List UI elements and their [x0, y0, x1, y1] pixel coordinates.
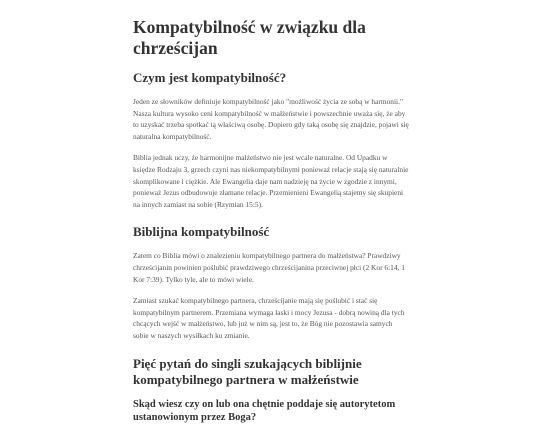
- section-what-is-compatibility: [133, 70, 409, 210]
- section-heading: Pięć pytań do singli szukających biblijnie kompatybilnego partnera w małżeństwie: [133, 355, 362, 387]
- subsection-heading: Skąd wiesz czy on lub ona chętnie poddaje się autorytetom ustanowionym przez Boga?: [133, 398, 396, 423]
- paragraph: Zatem co Biblia mówi o znalezieniu kompatybilnego partnera do małżeństwa? Prawdziwy chrześcijanin powinien poślubić prawdziwego chrześcijanina przeciwnej płci (2 Kor 6:14, 1 Kor 7:39). Tylko tyle, ale to mówi wiele.: [133, 251, 405, 284]
- section-heading: Biblijna kompatybilność: [133, 224, 270, 240]
- article: [133, 17, 409, 424]
- paragraph: Biblia jednak uczy, że harmonijne małżeństwo nie jest wcale naturalne. Od Upadku w księdze Rodzaju 3, grzech czyni nas niekompatybilnymi ponieważ relacje stają się naturalnie skomplikowane i ciężkie. Ale Ewangelia daje nam nadzieję na życie w zgodzie z innymi, ponieważ Jezus odbudowuje złamane relacje. Przemienieni Ewangelią stajemy się skupieni na innych zamiast na sobie (Rzymian 15:5).: [133, 153, 409, 209]
- section-five-questions: [133, 356, 409, 424]
- paragraph: Zamiast szukać kompatybilnego partnera, chrześcijanie mają się poślubić i stać się kompatybilnym partnerem. Przemiana wymaga łaski i mocy Jezusa - dobrą nowiną dla tych chcących wejść w małżeństwo, lub już w nim są, jest to, że Bóg nie pozostawia samych sobie w naszych wysiłkach ku zmianie.: [133, 296, 405, 340]
- article-title: Kompatybilność w związku dla chrześcijan: [133, 17, 366, 58]
- section-biblical-compatibility: [133, 224, 409, 341]
- section-heading: Czym jest kompatybilność?: [133, 70, 287, 85]
- paragraph: Jeden ze słowników definiuje kompatybilność jako "możliwość życia ze sobą w harmonii." Nasza kultura wysoko ceni kompatybilność w małżeństwie i powszechnie uważa się, że aby to uzyskać trzeba spotkać tą właściwą osobę. Dopiero gdy taką osobę się znajdzie, pojawi się naturalna kompatybilność.: [133, 97, 409, 141]
